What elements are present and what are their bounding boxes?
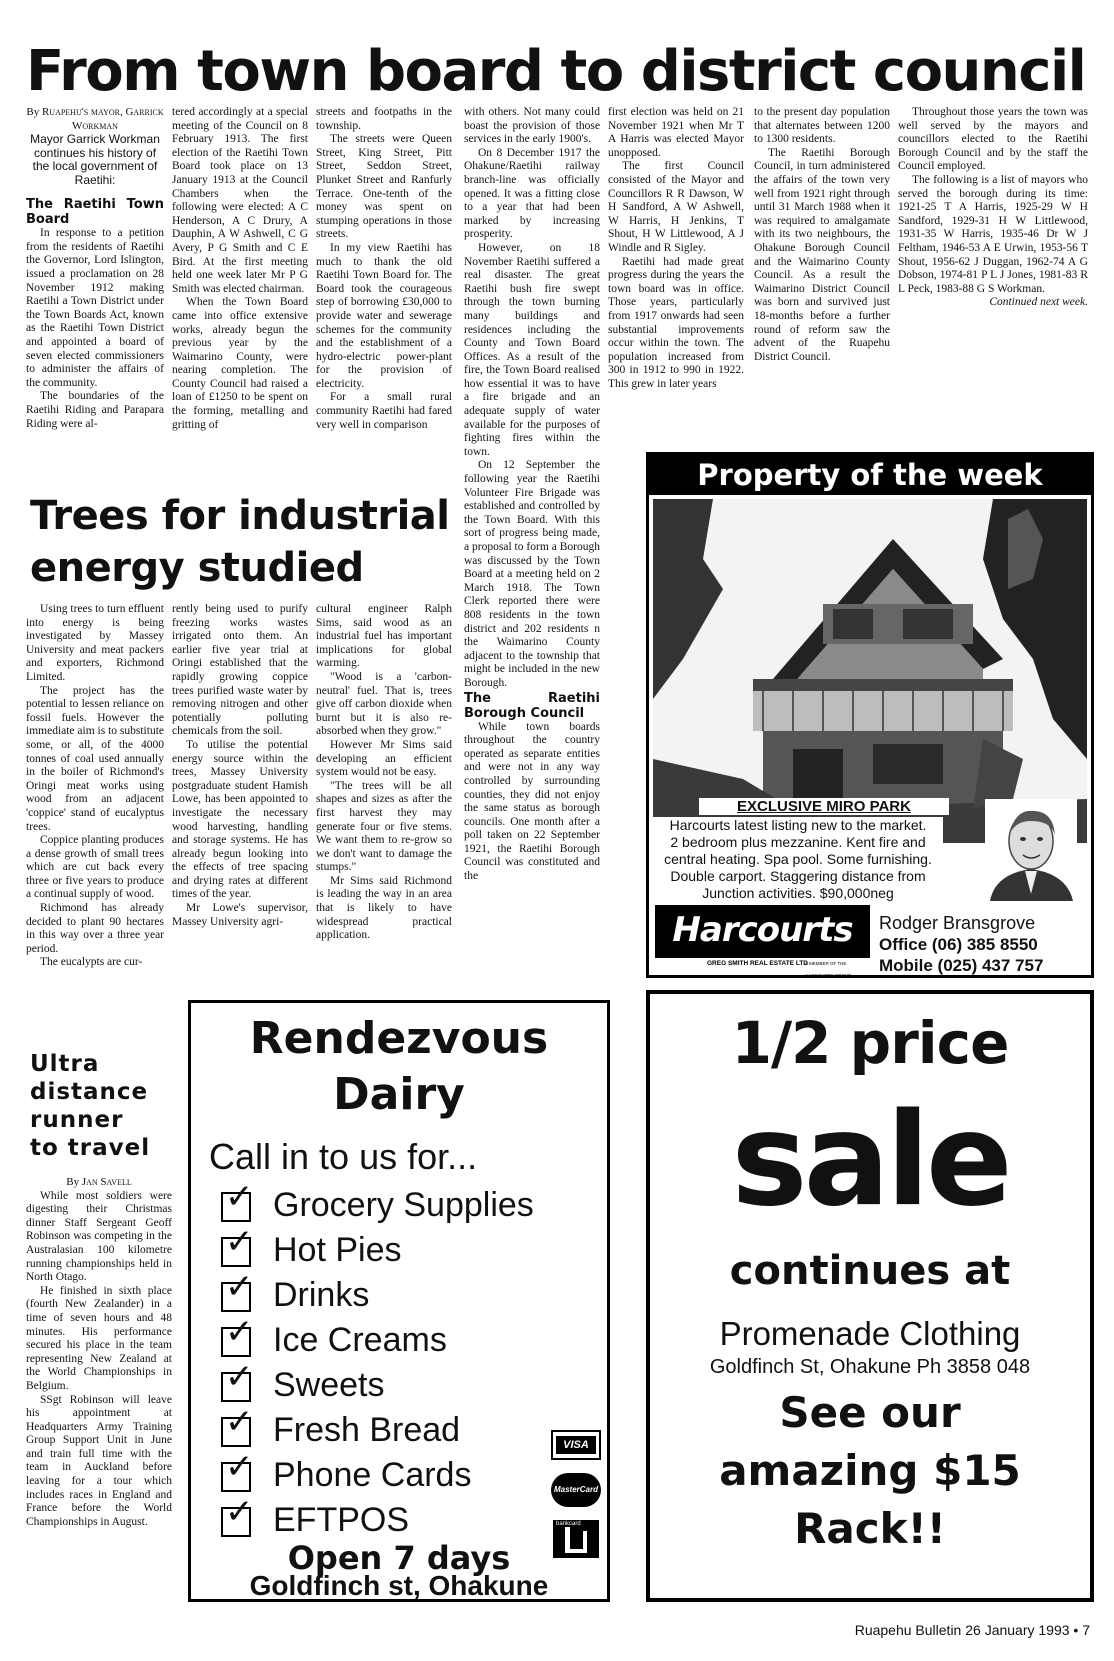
sale-word: sale [731,1086,1009,1235]
dairy-title: Rendezvous Dairy [249,1013,549,1120]
dairy-open: Open 7 days [287,1539,511,1577]
paragraph: While town boards throughout the country operated as separate entities and were not in any way controlled by surrounding counties, they did not enjoy the same status as borough councils. One month after a poll taken on 22 September 1921, the Raetihi Borough Council was constituted and the [464,720,600,883]
paragraph: The Raetihi Borough Council, in turn administered the affairs of the town very well from 1921 right through until 31 March 1988 when it was required to amalgamate with its two neighbours, the Ohakune Borough Council and the Waimarino County Council. As a result the Waimarino District Council was born and survived just 18-months before a further round of reform saw the advent of the Ruapehu District Council. [754,146,890,363]
checkbox-icon: ✓ [221,1372,251,1402]
paragraph: "The trees will be all shapes and sizes as after the first harvest they may generate four or five stems. We want them to re-grow so we don't want to damage the stumps." [316,779,452,874]
continued-note: Continued next week. [989,296,1088,309]
paragraph: However, on 18 November Raetihi suffered a real disaster. The great Raetihi bush fire swept through the town burning many buildings and residences including the County and Town Board Offices. As a result of the fire, the Town Board realised how essential it was to have a fire brigade and an adequate supply of water available for the purposes of fighting fires within the town. [464,241,600,458]
checkbox-icon: ✓ [221,1462,251,1492]
agent-portrait [985,799,1077,901]
dairy-call: Call in to us for... [209,1136,478,1177]
paragraph: Coppice planting produces a dense growth of small trees which are cut back every three or five years to produce a continual supply of wood. [26,834,164,901]
list-item: ✓ Fresh Bread [221,1408,534,1453]
paragraph: In response to a petition from the residents of Raetihi the Governor, Lord Islington, issued a proclamation on 28 November 1912 making Raetihi a Town District under the Town Boards Act, known as the Raetihi Town District and appointed a board of seven elected commissioners to administer the affairs of the community. [26,227,164,389]
list-item: ✓ Drinks [221,1273,534,1318]
main-headline: From town board to district council [26,39,1086,104]
mobile-phone: Mobile (025) 437 757 [879,956,1044,975]
sale-address: Goldfinch St, Ohakune Ph 3858 048 [709,1356,1031,1378]
article2-headline: Trees for industrial energy studied [30,493,450,591]
sale-continues: continues at [729,1248,1011,1294]
harcourts-member: A MEMBER OF THE HARCOURTS GROUP [805,961,852,978]
page-footer: Ruapehu Bulletin 26 January 1993 • 7 [854,1622,1090,1638]
list-item: ✓ Ice Creams [221,1318,534,1363]
checkbox-icon: ✓ [221,1237,251,1267]
paragraph: Richmond has already decided to plant 90 hectares in this way over a three year period. [26,902,164,955]
harcourts-wordmark: Harcourts [672,910,853,950]
agent-photo [985,799,1077,901]
article2-col3 [316,603,452,943]
checkbox-icon: ✓ [221,1327,251,1357]
article1-col7 [898,106,1088,310]
article3-col [26,1176,172,1529]
desc-line: Junction activities. $90,000neg [702,885,894,901]
sale-ad [646,990,1094,1602]
paragraph: To utilise the potential energy source within the trees, Massey University postgraduate student Hamish Lowe, has been appointed to investigate the necessary wood harvesting, handling and storage systems. He has already begun looking into the effects of tree spacing and drying rates at different times of the year. [172,738,308,901]
desc-line: 2 bedroom plus mezzanine. Kent fire and [670,834,926,850]
office-phone: Office (06) 385 8550 [879,935,1038,954]
agent-name: Rodger Bransgrove [879,913,1036,933]
article1-col3 [316,106,452,432]
article2-col1 [26,603,164,970]
desc-line: Double carport. Staggering distance from [670,868,926,884]
paragraph: SSgt Robinson will leave his appointment at Headquarters Army Training Group Support Unit in June and train full time with the team in Auckland before leaving for a tour which includes races in England and France before the World Championships in August. [26,1393,172,1528]
article1-col2 [172,106,308,432]
paragraph: Raetihi had made great progress during the years the town board was in office. Those years, particularly from 1917 onwards had seen substantial improvements occur within the town. The population increased from 300 in 1912 to 990 in 1922. This grew in later years [608,255,744,390]
paragraph: cultural engineer Ralph Sims, said wood as an industrial fuel has important implications for global warming. [316,603,452,670]
paragraph: The first Council consisted of the Mayor and Councillors R R Dawson, W H Sandford, A W Ashwell, W Harris, H Jenkins, T Shout, H W Littlewood, A J Windle and R Sigley. [608,160,744,254]
paragraph: Throughout those years the town was well served by the mayors and councillors elected to the Raetihi Borough Council and by the staff the Council employed. [898,106,1088,173]
harcourts-logo [655,905,870,978]
checkbox-icon: ✓ [221,1282,251,1312]
paragraph: The boundaries of the Raetihi Riding and Parapara Riding were al- [26,390,164,430]
paragraph: "Wood is a 'carbon-neutral' fuel. That is, trees give off carbon dioxide when burnt but it is also re-absorbed when they grow." [316,670,452,738]
dairy-ad [188,1000,610,1602]
checkbox-icon: ✓ [221,1192,251,1222]
subhead-borough-council: The Raetihi Borough Council [464,690,600,721]
list-item: ✓ Grocery Supplies [221,1183,534,1228]
paragraph: On 8 December 1917 the Ohakune/Raetihi railway branch-line was officially opened. It was a fitting close to a year that had been marked by increasing prosperity. [464,146,600,241]
dairy-items [221,1177,534,1543]
article1-intro: Mayor Garrick Workman continues his history of the local government of Raetihi: [30,132,160,187]
article2-col2 [172,603,308,929]
article1-col6 [754,106,890,364]
paragraph: When the Town Board came into office extensive works, already begun the previous year by the Waimarino County, were nearing completion. The County Council had raised a loan of £1250 to be spent on the forming, metalling and gritting of [172,296,308,431]
sale-store: Promenade Clothing [719,1315,1021,1352]
property-description [653,817,943,902]
checkbox-icon: ✓ [221,1417,251,1447]
house-illustration [653,499,1087,843]
paragraph: with others. Not many could boast the provision of those services in the early 1900's. [464,106,600,146]
paragraph: On 12 September the following year the Raetihi Volunteer Fire Brigade was established and controlled by the Town Board. With this sort of progress being made, a proposal to form a Borough was discussed by the Town Board at a meeting held on 2 March 1918. The Town Clerk reported there were 808 residents in the town district and 202 residents n the Waimarino County adjacent to the township that might be included in the new Borough. [464,459,600,689]
paragraph: He finished in sixth place (fourth New Zealander) in a time of seven hours and 48 minutes. His performance secured his place in the team representing New Zealand at the World Championships in Belgium. [26,1284,172,1392]
dairy-address: Goldfinch st, Ohakune [249,1570,549,1601]
property-banner: Property of the week [649,455,1091,495]
desc-line: central heating. Spa pool. Some furnishing. [664,851,932,867]
harcourts-sub: GREG SMITH REAL ESTATE LTD [707,960,808,967]
paragraph: Mr Sims said Richmond is leading the way in an area that is likely to have widespread practical application. [316,874,452,942]
article1-byline: By Ruapehu's mayor, Garrick Workman [26,106,164,132]
paragraph: Using trees to turn effluent into energy is being investigated by Massey University and meat packers and exporters, Richmond Limited. [26,603,164,683]
paragraph: For a small rural community Raetihi had fared very well in comparison [316,391,452,431]
checkbox-icon: ✓ [221,1507,251,1537]
list-item: ✓ Sweets [221,1363,534,1408]
paragraph: rently being used to purify freezing works wastes irrigated onto them. An earlier five year trial at Oringi established that the rapidly growing coppice trees purified waste water by removing nitrogen and other potentially polluting chemicals from the soil. [172,603,308,738]
list-item: ✓ Phone Cards [221,1453,534,1498]
visa-logo: VISA [551,1430,601,1460]
list-item: ✓ Hot Pies [221,1228,534,1273]
article1-col1 [26,106,164,431]
property-title: EXCLUSIVE MIRO PARK [699,798,949,815]
bankcard-logo: bankcard [553,1520,599,1558]
property-ad [646,452,1094,978]
subhead-town-board: The Raetihi Town Board [26,197,164,228]
article3-byline: By Jan Savell [66,1176,132,1188]
article1-col5 [608,106,744,391]
paragraph: In my view Raetihi has much to thank the old Raetihi Town Board for. The Board took the courageous step of borrowing £30,000 to provide water and sewerage schemes for the community and the establishment of a hydro-electric power-plant for the provision of electricity. [316,241,452,390]
sale-half-price: 1/2 price [731,1009,1009,1077]
mastercard-logo: MasterCard [551,1473,601,1507]
list-item: ✓ EFTPOS [221,1498,534,1543]
sale-see-our: See our amazing $15 Rack!! [719,1388,1021,1553]
article1-col4 [464,106,600,884]
paragraph: Mr Lowe's supervisor, Massey University agri- [172,902,308,928]
paragraph: to the present day population that alternates between 1200 to 1300 residents. [754,106,890,146]
paragraph: However Mr Sims said developing an efficient system would not be easy. [316,738,452,779]
house-photo [653,499,1087,843]
paragraph: The following is a list of mayors who served the borough during its time: 1921-25 T A Harris, 1925-29 W H Sandford, 1929-31 H W Littlewood, 1931-35 W Harris, 1935-46 Dr W J Feltham, 1946-53 A E Urwin, 1953-56 T Shout, 1956-62 J Duggan, 1962-74 A G Dobson, 1974-81 P L J Jones, 1981-83 R L Peck, 1983-88 G S Workman. [898,173,1088,295]
paragraph: While most soldiers were digesting their Christmas dinner Staff Sergeant Geoff Robinson was competing in the Australasian 100 kilometre running championships held in North Otago. [26,1189,172,1284]
paragraph: The streets were Queen Street, King Street, Pitt Street, Seddon Street, Plunket Street and Ranfurly Terrace. One-tenth of the money was spent on stumping operations in those streets. [316,133,452,241]
desc-line: Harcourts latest listing new to the market. [669,817,927,833]
paragraph: The project has the potential to lessen reliance on fossil fuels. However the immediate aim is to substitute some, or all, of the 4000 tonnes of coal used annually in the boiler of Richmond's Oringi meat works using wood from an adjacent 'coppice' stand of eucalyptus trees. [26,684,164,833]
paragraph: The eucalypts are cur- [40,956,143,969]
article3-headline: Ultra distance runner to travel [30,1051,151,1161]
paragraph: streets and footpaths in the township. [316,106,452,132]
paragraph: tered accordingly at a special meeting of the Council on 8 February 1913. The first election of the Raetihi Town Board took place on 13 January 1913 at the Council Chambers when the following were elected: A C Henderson, A C Drury, A Dauphin, A W Ashwell, C G Avery, P G Smith and C E Bird. At the first meeting held one week later Mr P G Smith was elected chairman. [172,106,308,295]
agent-contact [879,913,1094,976]
paragraph: first election was held on 21 November 1921 when Mr T A Harris was elected Mayor unopposed. [608,106,744,159]
